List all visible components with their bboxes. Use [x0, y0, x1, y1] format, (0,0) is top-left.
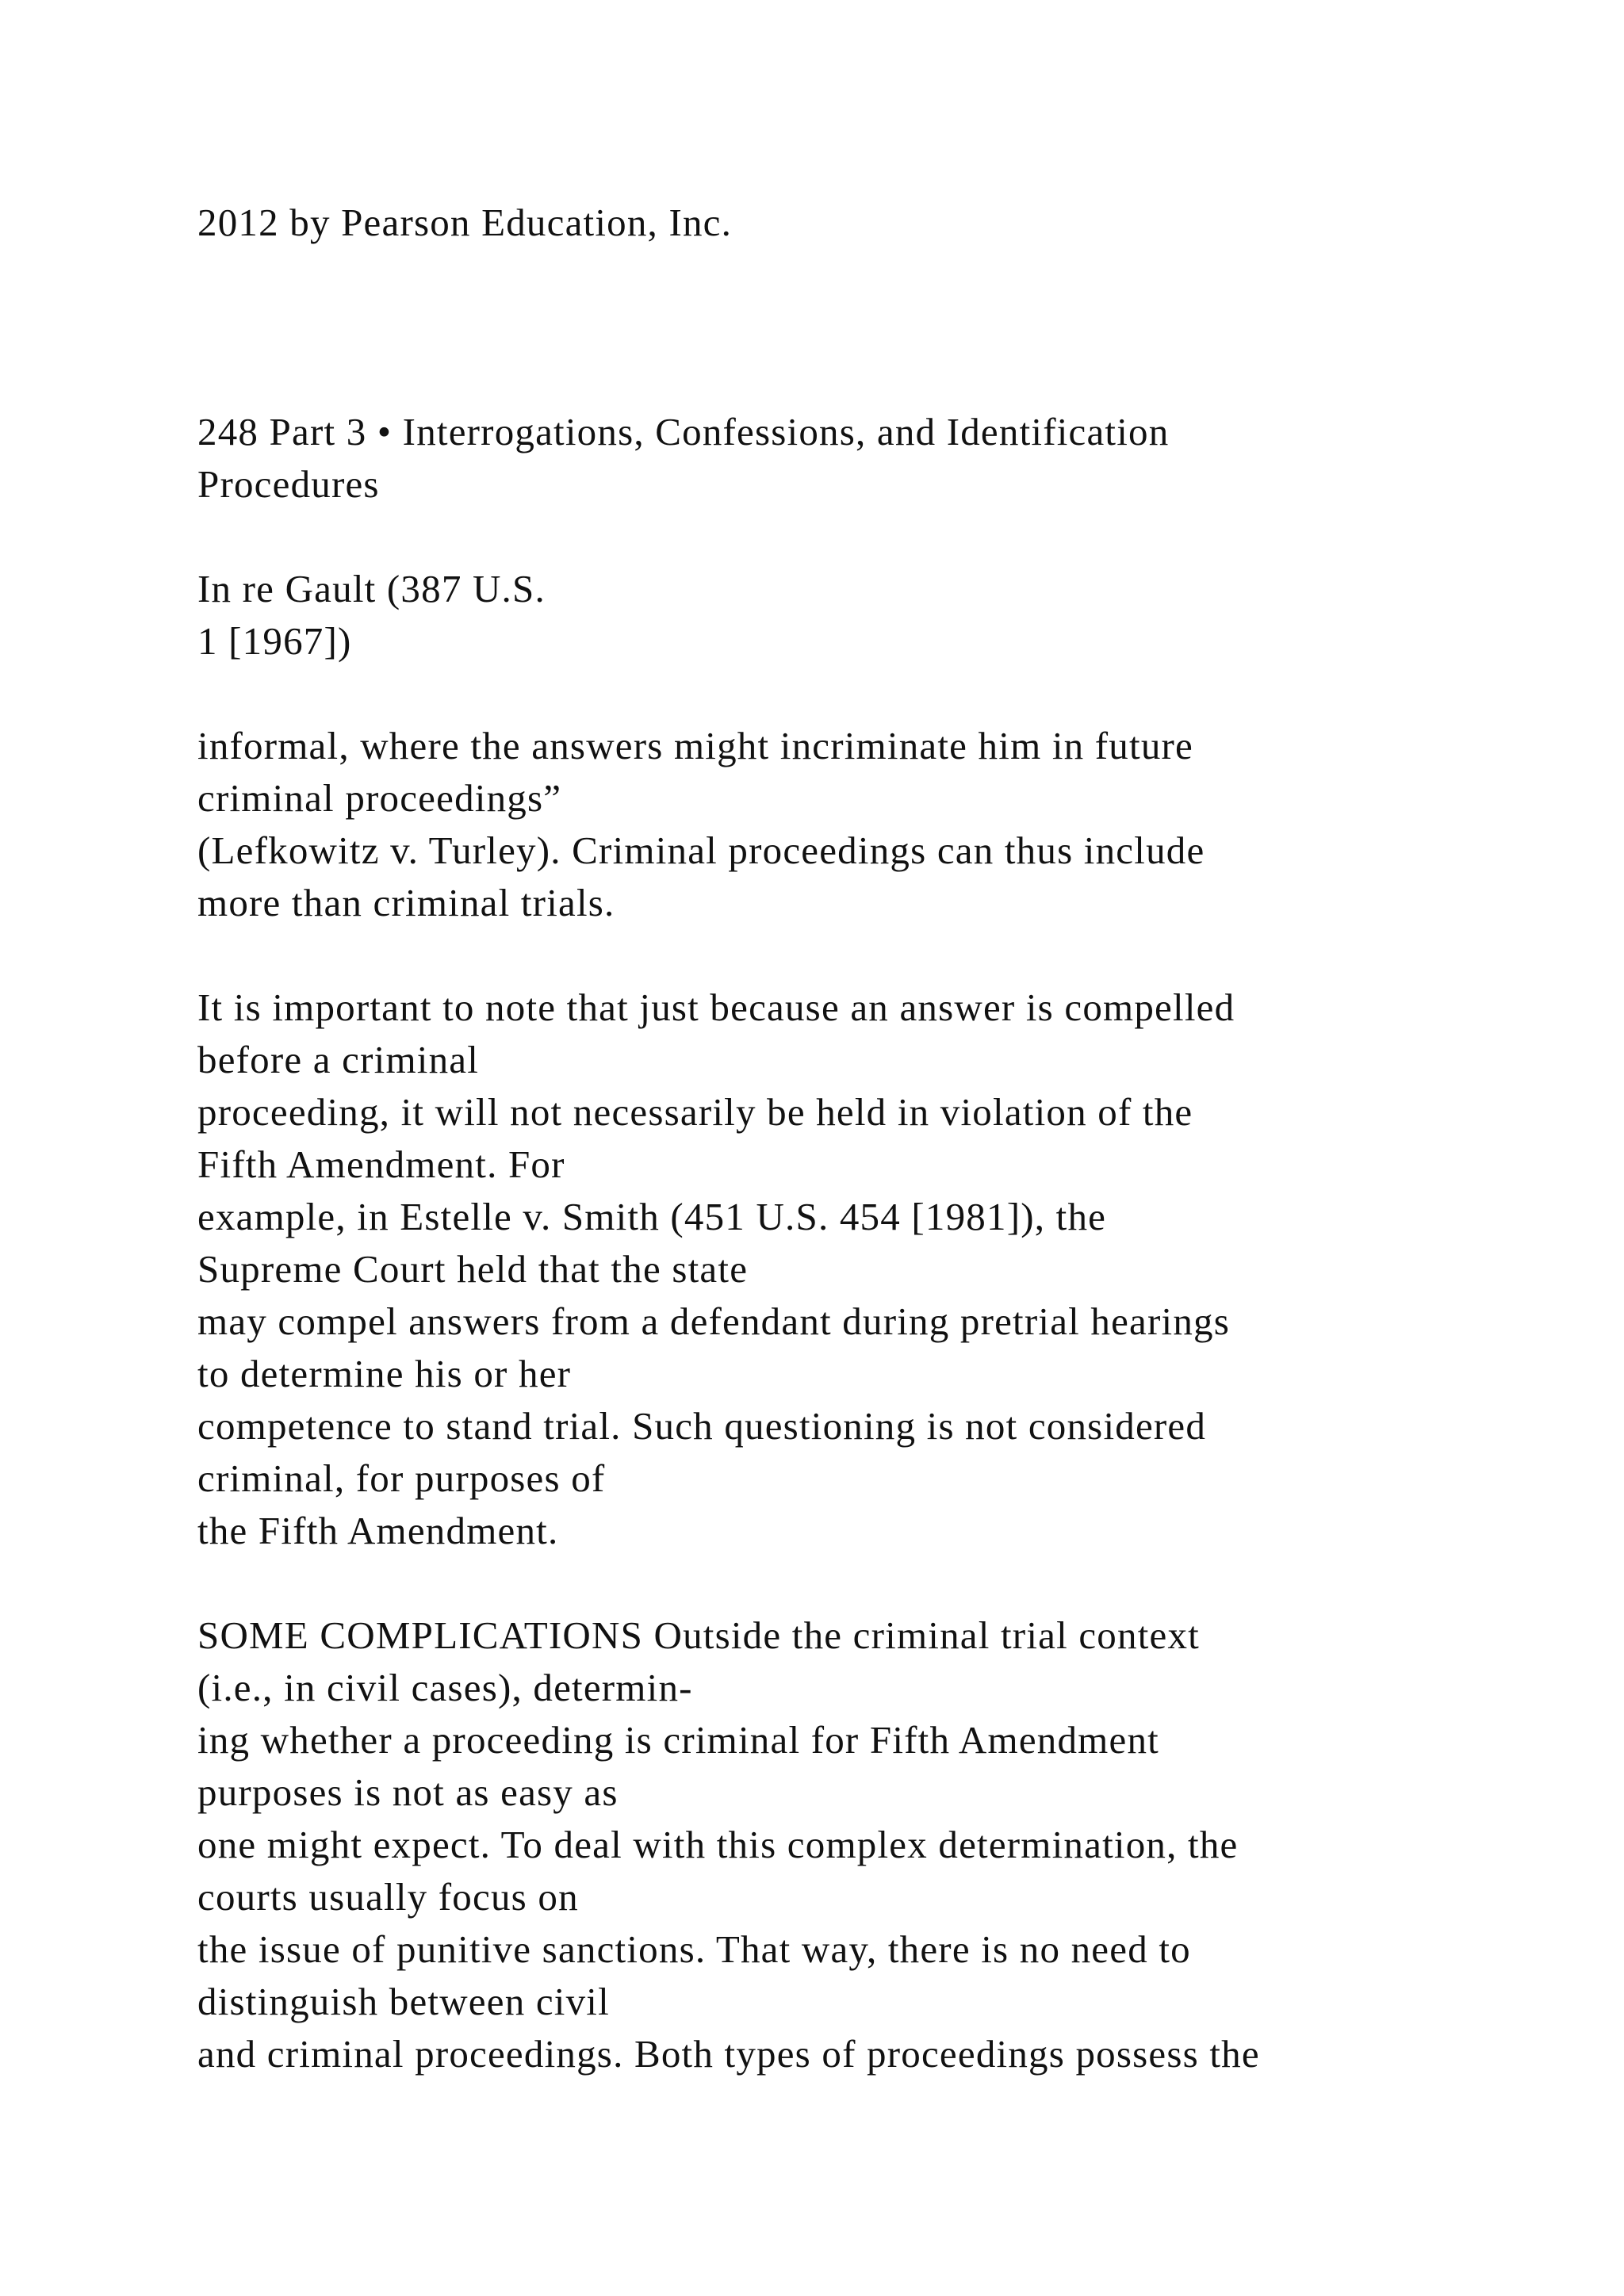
paragraph-2-line-8: to determine his or her: [197, 1352, 572, 1395]
side-note-line-1: In re Gault (387 U.S.: [197, 567, 546, 610]
paragraph-2-line-9: competence to stand trial. Such questioning is not considered: [197, 1404, 1207, 1448]
paragraph-3-line-5: one might expect. To deal with this complex determination, the: [197, 1823, 1239, 1866]
paragraph-2-line-10: criminal, for purposes of: [197, 1456, 606, 1500]
paragraph-1-line-1: informal, where the answers might incriminate him in future: [197, 724, 1193, 767]
paragraph-2-line-5: example, in Estelle v. Smith (451 U.S. 454 [1981]), the: [197, 1195, 1107, 1238]
paragraph-3-line-3: ing whether a proceeding is criminal for Fifth Amendment: [197, 1718, 1159, 1762]
paragraph-1-line-2: criminal proceedings”: [197, 776, 562, 820]
copyright-line: 2012 by Pearson Education, Inc.: [197, 201, 733, 244]
paragraph-3-line-2: (i.e., in civil cases), determin-: [197, 1666, 693, 1709]
paragraph-2-line-6: Supreme Court held that the state: [197, 1247, 749, 1291]
running-header-line-2: Procedures: [197, 462, 380, 506]
running-header-line-1: 248 Part 3 • Interrogations, Confessions, and Identification: [197, 410, 1170, 453]
paragraph-2-line-3: proceeding, it will not necessarily be held in violation of the: [197, 1090, 1193, 1134]
paragraph-3-line-7: the issue of punitive sanctions. That way, there is no need to: [197, 1927, 1191, 1971]
paragraph-3-line-6: courts usually focus on: [197, 1875, 579, 1919]
paragraph-3-line-9: and criminal proceedings. Both types of proceedings possess the: [197, 2032, 1260, 2076]
paragraph-2-line-4: Fifth Amendment. For: [197, 1142, 565, 1186]
paragraph-3-line-4: purposes is not as easy as: [197, 1770, 619, 1814]
paragraph-1-line-4: more than criminal trials.: [197, 881, 615, 924]
paragraph-1-line-3: (Lefkowitz v. Turley). Criminal proceedings can thus include: [197, 828, 1205, 872]
paragraph-2-line-7: may compel answers from a defendant during pretrial hearings: [197, 1299, 1231, 1343]
paragraph-2-line-11: the Fifth Amendment.: [197, 1509, 559, 1552]
paragraph-2-line-2: before a criminal: [197, 1038, 480, 1081]
paragraph-3-line-1: SOME COMPLICATIONS Outside the criminal trial context: [197, 1613, 1200, 1657]
paragraph-3-line-8: distinguish between civil: [197, 1980, 610, 2023]
side-note-line-2: 1 [1967]): [197, 619, 352, 663]
paragraph-2-line-1: It is important to note that just because an answer is compelled: [197, 985, 1235, 1029]
